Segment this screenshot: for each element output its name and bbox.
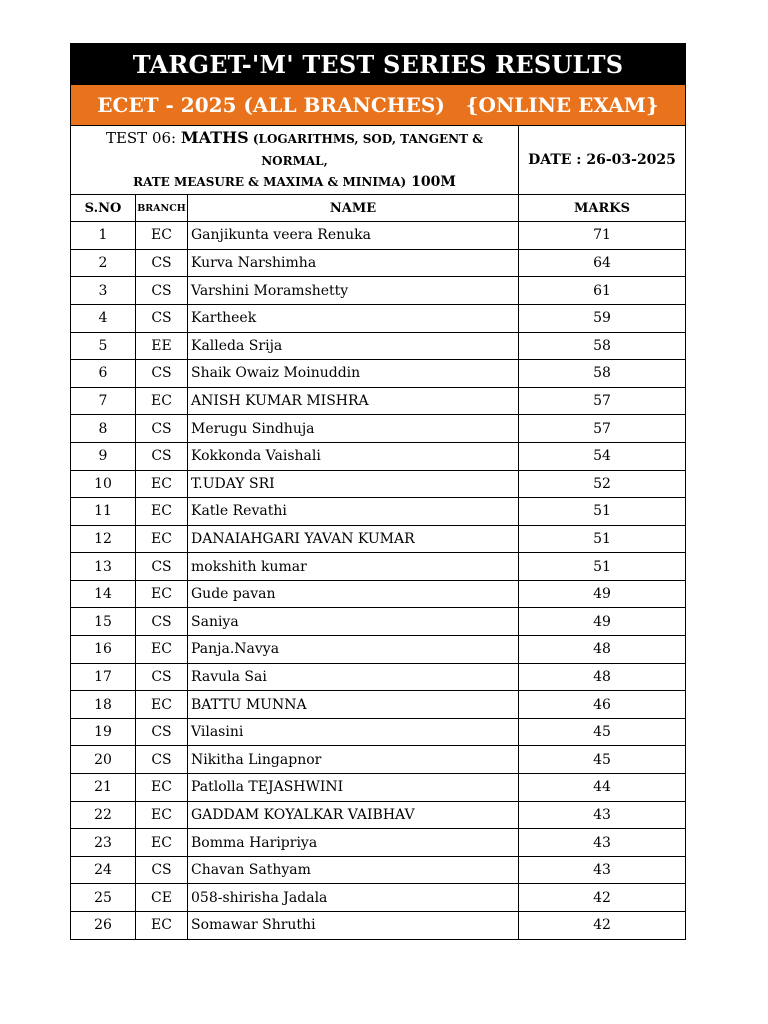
cell-branch: EC xyxy=(136,525,188,553)
table-row xyxy=(71,718,686,746)
cell-marks: 49 xyxy=(519,608,686,636)
cell-marks: 49 xyxy=(519,580,686,608)
test-total-marks: 100M xyxy=(406,174,456,191)
cell-name: T.UDAY SRI xyxy=(188,470,519,498)
cell-name: Katle Revathi xyxy=(188,498,519,526)
table-row xyxy=(71,553,686,581)
table-row xyxy=(71,884,686,912)
table-row xyxy=(71,415,686,443)
cell-branch: CS xyxy=(136,718,188,746)
cell-branch: EC xyxy=(136,470,188,498)
cell-marks: 58 xyxy=(519,332,686,360)
cell-sno: 12 xyxy=(71,525,136,553)
cell-name: Panja.Navya xyxy=(188,636,519,664)
table-row xyxy=(71,442,686,470)
cell-marks: 45 xyxy=(519,746,686,774)
cell-branch: CS xyxy=(136,249,188,277)
cell-marks: 43 xyxy=(519,829,686,857)
table-row xyxy=(71,856,686,884)
cell-sno: 25 xyxy=(71,884,136,912)
cell-branch: CS xyxy=(136,415,188,443)
cell-marks: 71 xyxy=(519,222,686,250)
cell-name: ANISH KUMAR MISHRA xyxy=(188,387,519,415)
cell-branch: CS xyxy=(136,304,188,332)
cell-branch: CS xyxy=(136,553,188,581)
column-header-row xyxy=(71,195,686,222)
cell-name: Ravula Sai xyxy=(188,663,519,691)
cell-sno: 24 xyxy=(71,856,136,884)
cell-name: GADDAM KOYALKAR VAIBHAV xyxy=(188,801,519,829)
cell-branch: EC xyxy=(136,498,188,526)
table-row xyxy=(71,249,686,277)
cell-name: mokshith kumar xyxy=(188,553,519,581)
cell-marks: 57 xyxy=(519,387,686,415)
title-row xyxy=(71,44,686,85)
cell-branch: EE xyxy=(136,332,188,360)
cell-marks: 51 xyxy=(519,498,686,526)
cell-name: BATTU MUNNA xyxy=(188,691,519,719)
cell-sno: 23 xyxy=(71,829,136,857)
cell-marks: 46 xyxy=(519,691,686,719)
cell-name: Saniya xyxy=(188,608,519,636)
cell-branch: CS xyxy=(136,608,188,636)
cell-sno: 11 xyxy=(71,498,136,526)
table-row xyxy=(71,304,686,332)
cell-marks: 57 xyxy=(519,415,686,443)
cell-sno: 21 xyxy=(71,774,136,802)
cell-branch: CS xyxy=(136,746,188,774)
results-table xyxy=(70,43,686,940)
test-topics-line2: RATE MEASURE & MAXIMA & MINIMA) xyxy=(133,175,407,190)
cell-branch: CS xyxy=(136,663,188,691)
test-subject: MATHS xyxy=(180,128,249,147)
cell-branch: EC xyxy=(136,774,188,802)
cell-marks: 64 xyxy=(519,249,686,277)
cell-marks: 52 xyxy=(519,470,686,498)
cell-sno: 18 xyxy=(71,691,136,719)
cell-name: Varshini Moramshetty xyxy=(188,277,519,305)
table-row xyxy=(71,691,686,719)
table-row xyxy=(71,829,686,857)
cell-name: Vilasini xyxy=(188,718,519,746)
cell-branch: CS xyxy=(136,856,188,884)
cell-name: Kartheek xyxy=(188,304,519,332)
cell-branch: EC xyxy=(136,912,188,940)
cell-marks: 58 xyxy=(519,360,686,388)
table-row xyxy=(71,387,686,415)
cell-marks: 43 xyxy=(519,856,686,884)
cell-name: 058-shirisha Jadala xyxy=(188,884,519,912)
cell-name: Kalleda Srija xyxy=(188,332,519,360)
exam-subtitle: ECET - 2025 (ALL BRANCHES) {ONLINE EXAM} xyxy=(71,85,686,126)
test-topics-line1: (LOGARITHMS, SOD, TANGENT & NORMAL, xyxy=(248,132,484,168)
cell-marks: 54 xyxy=(519,442,686,470)
table-row xyxy=(71,801,686,829)
cell-sno: 6 xyxy=(71,360,136,388)
table-row xyxy=(71,360,686,388)
cell-marks: 51 xyxy=(519,525,686,553)
cell-marks: 51 xyxy=(519,553,686,581)
column-header-sno: S.NO xyxy=(71,195,136,222)
cell-branch: EC xyxy=(136,222,188,250)
cell-sno: 2 xyxy=(71,249,136,277)
cell-sno: 22 xyxy=(71,801,136,829)
column-header-branch: BRANCH xyxy=(136,195,188,222)
cell-name: Merugu Sindhuja xyxy=(188,415,519,443)
cell-sno: 17 xyxy=(71,663,136,691)
table-row xyxy=(71,608,686,636)
cell-sno: 19 xyxy=(71,718,136,746)
cell-name: Gude pavan xyxy=(188,580,519,608)
cell-name: Somawar Shruthi xyxy=(188,912,519,940)
cell-marks: 48 xyxy=(519,663,686,691)
subtitle-row xyxy=(71,85,686,126)
cell-sno: 4 xyxy=(71,304,136,332)
table-row xyxy=(71,580,686,608)
table-row xyxy=(71,498,686,526)
cell-sno: 26 xyxy=(71,912,136,940)
cell-name: Bomma Haripriya xyxy=(188,829,519,857)
test-description xyxy=(71,126,519,195)
cell-sno: 15 xyxy=(71,608,136,636)
cell-name: Ganjikunta veera Renuka xyxy=(188,222,519,250)
cell-marks: 48 xyxy=(519,636,686,664)
cell-sno: 7 xyxy=(71,387,136,415)
cell-sno: 13 xyxy=(71,553,136,581)
cell-branch: CS xyxy=(136,360,188,388)
cell-branch: EC xyxy=(136,829,188,857)
column-header-marks: MARKS xyxy=(519,195,686,222)
cell-marks: 59 xyxy=(519,304,686,332)
table-row xyxy=(71,525,686,553)
cell-marks: 61 xyxy=(519,277,686,305)
test-prefix: TEST 06: xyxy=(105,129,181,147)
cell-branch: CE xyxy=(136,884,188,912)
cell-sno: 8 xyxy=(71,415,136,443)
cell-sno: 9 xyxy=(71,442,136,470)
cell-branch: EC xyxy=(136,580,188,608)
cell-name: Shaik Owaiz Moinuddin xyxy=(188,360,519,388)
cell-branch: EC xyxy=(136,691,188,719)
cell-marks: 42 xyxy=(519,884,686,912)
results-sheet xyxy=(70,43,685,940)
table-row xyxy=(71,746,686,774)
cell-name: Chavan Sathyam xyxy=(188,856,519,884)
page-title: TARGET-'M' TEST SERIES RESULTS xyxy=(71,44,686,85)
table-row xyxy=(71,332,686,360)
cell-branch: EC xyxy=(136,387,188,415)
test-info-row xyxy=(71,126,686,195)
cell-name: Patlolla TEJASHWINI xyxy=(188,774,519,802)
cell-name: Nikitha Lingapnor xyxy=(188,746,519,774)
cell-branch: CS xyxy=(136,277,188,305)
cell-sno: 1 xyxy=(71,222,136,250)
test-date: DATE : 26-03-2025 xyxy=(519,126,686,195)
column-header-name: NAME xyxy=(188,195,519,222)
cell-name: Kokkonda Vaishali xyxy=(188,442,519,470)
cell-sno: 16 xyxy=(71,636,136,664)
cell-marks: 43 xyxy=(519,801,686,829)
cell-sno: 5 xyxy=(71,332,136,360)
cell-branch: EC xyxy=(136,801,188,829)
cell-sno: 20 xyxy=(71,746,136,774)
table-row xyxy=(71,277,686,305)
table-row xyxy=(71,470,686,498)
cell-sno: 14 xyxy=(71,580,136,608)
cell-marks: 42 xyxy=(519,912,686,940)
cell-sno: 3 xyxy=(71,277,136,305)
table-row xyxy=(71,663,686,691)
table-row xyxy=(71,774,686,802)
table-row xyxy=(71,912,686,940)
cell-branch: CS xyxy=(136,442,188,470)
cell-sno: 10 xyxy=(71,470,136,498)
cell-marks: 45 xyxy=(519,718,686,746)
cell-name: DANAIAHGARI YAVAN KUMAR xyxy=(188,525,519,553)
cell-name: Kurva Narshimha xyxy=(188,249,519,277)
cell-marks: 44 xyxy=(519,774,686,802)
table-row xyxy=(71,222,686,250)
table-row xyxy=(71,636,686,664)
cell-branch: EC xyxy=(136,636,188,664)
